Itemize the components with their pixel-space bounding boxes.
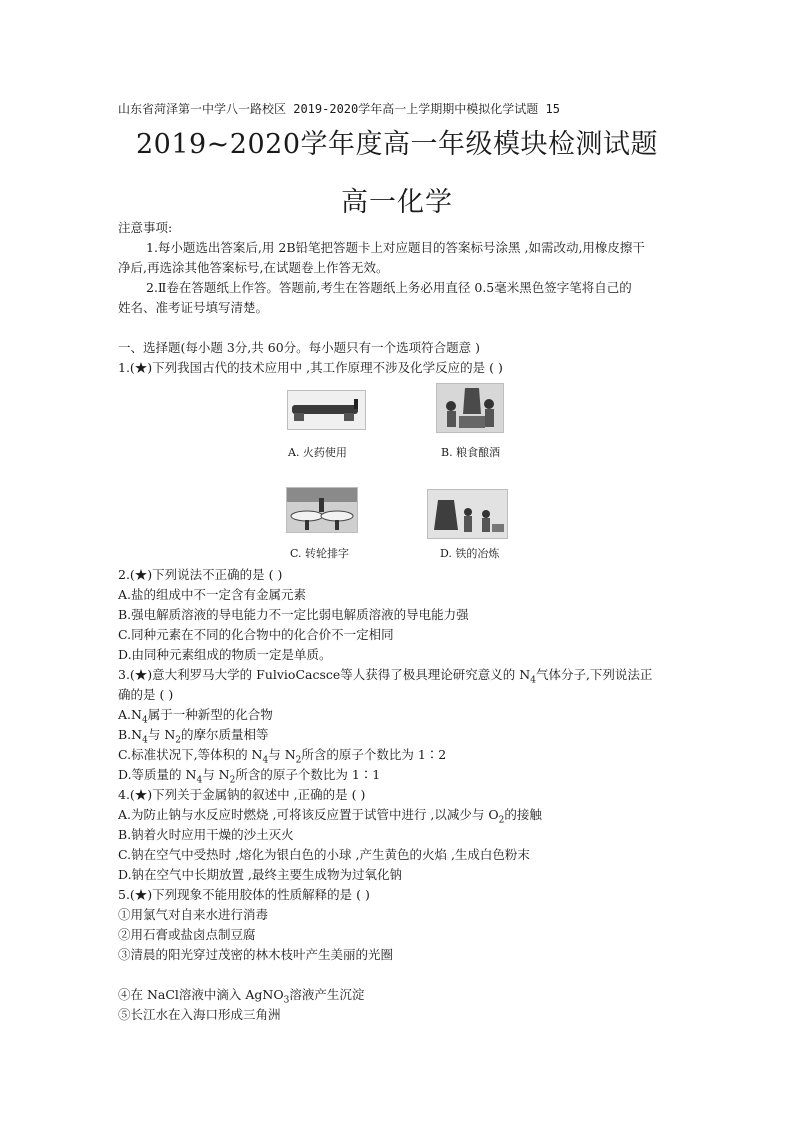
type-wheel-photo-icon [286, 487, 358, 533]
q3-option-d: D.等质量的 $N_4$与 $N_2$所含的原子个数比为 1∶1 [118, 767, 381, 786]
q2-option-d: D.由同种元素组成的物质一定是单质。 [118, 647, 332, 662]
source-line: 山东省菏泽第一中学八一路校区 2019-2020学年高一上学期期中模拟化学试题 15 [118, 102, 560, 116]
q4-option-a: A.为防止钠与水反应时燃烧 ,可将该反应置于试管中进行 ,以减少与 $O_2$的接触 [118, 807, 542, 826]
brewing-photo-icon [436, 383, 504, 433]
q5-item-4: ④在 NaCl溶液中滴入 AgNO$_3$溶液产生沉淀 [118, 987, 365, 1006]
iron-smelting-photo-icon [427, 489, 508, 539]
q4-option-c: C.钠在空气中受热时 ,熔化为银白色的小球 ,产生黄色的火焰 ,生成白色粉末 [118, 847, 530, 862]
q4-option-b: B.钠着火时应用干燥的沙土灭火 [118, 827, 294, 842]
q1-option-d: D. 铁的冶炼 [440, 547, 500, 560]
q5-item-1: ①用氯气对自来水进行消毒 [118, 907, 269, 922]
q3-option-a: $A.N_4$属于一种新型的化合物 [118, 707, 273, 726]
q4-option-d: D.钠在空气中长期放置 ,最终主要生成物为过氧化钠 [118, 867, 402, 882]
q3-option-b: $B.N_4$与 $N_2$的摩尔质量相等 [118, 727, 269, 746]
q5-stem: 5.(★)下列现象不能用胶体的性质解释的是 ( ) [118, 887, 370, 902]
q4-stem: 4.(★)下列关于金属钠的叙述中 ,正确的是 ( ) [118, 787, 366, 802]
q1-option-b: B. 粮食酿酒 [441, 446, 501, 459]
notes-heading: 注意事项: [118, 220, 173, 235]
notes-line-1: 1.每小题选出答案后,用 2B铅笔把答题卡上对应题目的答案标号涂黑 ,如需改动,用橡皮擦干 [146, 240, 645, 255]
q2-option-a: A.盐的组成中不一定含有金属元素 [118, 587, 307, 602]
q2-option-c: C.同种元素在不同的化合物中的化合价不一定相同 [118, 627, 394, 642]
q1-option-c: C. 转轮排字 [290, 547, 350, 560]
q5-item-3: ③清晨的阳光穿过茂密的林木枝叶产生美丽的光圈 [118, 947, 394, 962]
q2-option-b: B.强电解质溶液的导电能力不一定比弱电解质溶液的导电能力强 [118, 607, 469, 622]
exam-subtitle: 高一化学 [341, 187, 453, 218]
q3-stem-line-1: 3.(★)意大利罗马大学的 FulvioCacsce等人获得了极具理论研究意义的 $N_4$气体分子,下列说法正 [118, 667, 653, 686]
q3-stem-line-2: 确的是 ( ) [118, 687, 174, 702]
q5-item-2: ②用石膏或盐卤点制豆腐 [118, 927, 256, 942]
q1-stem: 1.(★)下列我国古代的技术应用中 ,其工作原理不涉及化学反应的是 ( ) [118, 360, 503, 375]
notes-line-4: 姓名、准考证号填写清楚。 [118, 300, 269, 315]
q3-option-c: C.标准状况下,等体积的 $N_4$与 $N_2$所含的原子个数比为 1∶2 [118, 747, 447, 766]
notes-line-2: 净后,再选涂其他答案标号,在试题卷上作答无效。 [118, 260, 389, 275]
section-heading: 一、选择题(每小题 3分,共 60分。每小题只有一个选项符合题意 ) [118, 340, 481, 355]
exam-title: 2019~2020学年度高一年级模块检测试题 [135, 129, 659, 160]
q2-stem: 2.(★)下列说法不正确的是 ( ) [118, 567, 283, 582]
q1-option-a: A. 火药使用 [288, 446, 347, 459]
notes-line-3: 2.Ⅱ卷在答题纸上作答。答题前,考生在答题纸上务必用直径 0.5毫米黑色签字笔将自己的 [146, 280, 632, 295]
q5-item-5: ⑤长江水在入海口形成三角洲 [118, 1007, 281, 1022]
cannon-photo-icon [287, 390, 366, 430]
